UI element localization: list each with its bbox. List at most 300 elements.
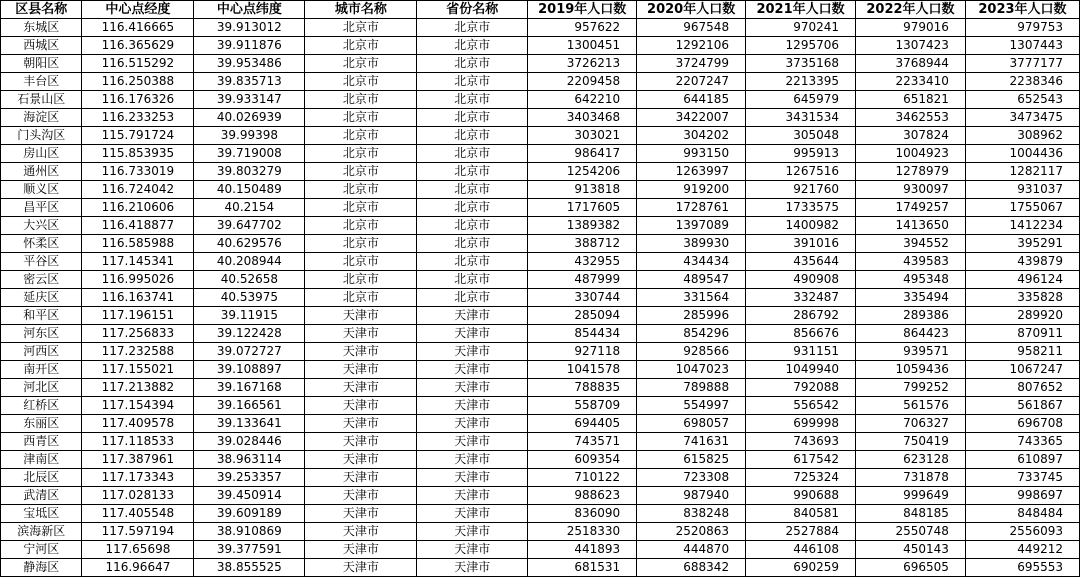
table-cell[interactable]: 3403468	[528, 109, 637, 127]
table-cell[interactable]: 988623	[528, 487, 637, 505]
table-cell[interactable]: 北京市	[417, 217, 528, 235]
table-cell[interactable]: 石景山区	[1, 91, 82, 109]
table-cell[interactable]: 39.609189	[194, 505, 305, 523]
table-cell[interactable]: 平谷区	[1, 253, 82, 271]
table-cell[interactable]: 928566	[637, 343, 746, 361]
table-cell[interactable]: 116.233253	[82, 109, 194, 127]
table-cell[interactable]: 695553	[965, 559, 1079, 577]
table-cell[interactable]: 979016	[856, 19, 966, 37]
table-cell[interactable]: 39.108897	[194, 361, 305, 379]
table-cell[interactable]: 1041578	[528, 361, 637, 379]
table-cell[interactable]: 1307443	[965, 37, 1079, 55]
table-cell[interactable]: 1389382	[528, 217, 637, 235]
table-cell[interactable]: 696708	[965, 415, 1079, 433]
table-cell[interactable]: 799252	[856, 379, 966, 397]
table-cell[interactable]: 天津市	[305, 343, 417, 361]
table-cell[interactable]: 北京市	[305, 217, 417, 235]
table-cell[interactable]: 939571	[856, 343, 966, 361]
table-cell[interactable]: 788835	[528, 379, 637, 397]
table-cell[interactable]: 117.232588	[82, 343, 194, 361]
table-cell[interactable]: 房山区	[1, 145, 82, 163]
table-cell[interactable]: 河北区	[1, 379, 82, 397]
table-cell[interactable]: 1278979	[856, 163, 966, 181]
table-cell[interactable]: 558709	[528, 397, 637, 415]
table-cell[interactable]: 1267516	[746, 163, 856, 181]
table-cell[interactable]: 40.026939	[194, 109, 305, 127]
column-header[interactable]: 中心点纬度	[194, 1, 305, 19]
table-cell[interactable]: 1047023	[637, 361, 746, 379]
table-cell[interactable]: 394552	[856, 235, 966, 253]
table-cell[interactable]: 116.585988	[82, 235, 194, 253]
table-cell[interactable]: 1004436	[965, 145, 1079, 163]
table-cell[interactable]: 3431534	[746, 109, 856, 127]
table-cell[interactable]: 天津市	[305, 307, 417, 325]
table-cell[interactable]: 3724799	[637, 55, 746, 73]
table-cell[interactable]: 北京市	[417, 109, 528, 127]
table-cell[interactable]: 116.515292	[82, 55, 194, 73]
table-cell[interactable]: 432955	[528, 253, 637, 271]
table-cell[interactable]: 昌平区	[1, 199, 82, 217]
table-cell[interactable]: 117.405548	[82, 505, 194, 523]
table-cell[interactable]: 河西区	[1, 343, 82, 361]
table-cell[interactable]: 38.855525	[194, 559, 305, 577]
table-cell[interactable]: 999649	[856, 487, 966, 505]
table-cell[interactable]: 南开区	[1, 361, 82, 379]
table-cell[interactable]: 天津市	[305, 361, 417, 379]
table-cell[interactable]: 天津市	[417, 523, 528, 541]
table-cell[interactable]: 285094	[528, 307, 637, 325]
table-cell[interactable]: 北京市	[417, 271, 528, 289]
table-cell[interactable]: 987940	[637, 487, 746, 505]
table-cell[interactable]: 北京市	[305, 163, 417, 181]
table-cell[interactable]: 北京市	[417, 163, 528, 181]
table-cell[interactable]: 743365	[965, 433, 1079, 451]
table-cell[interactable]: 931037	[965, 181, 1079, 199]
table-cell[interactable]: 西城区	[1, 37, 82, 55]
table-cell[interactable]: 617542	[746, 451, 856, 469]
table-cell[interactable]: 979753	[965, 19, 1079, 37]
column-header[interactable]: 中心点经度	[82, 1, 194, 19]
table-cell[interactable]: 116.995026	[82, 271, 194, 289]
table-cell[interactable]: 北京市	[417, 127, 528, 145]
table-cell[interactable]: 北京市	[417, 289, 528, 307]
table-cell[interactable]: 天津市	[417, 541, 528, 559]
table-cell[interactable]: 615825	[637, 451, 746, 469]
table-cell[interactable]: 970241	[746, 19, 856, 37]
table-cell[interactable]: 117.118533	[82, 433, 194, 451]
table-cell[interactable]: 439879	[965, 253, 1079, 271]
table-cell[interactable]: 1412234	[965, 217, 1079, 235]
table-cell[interactable]: 天津市	[417, 361, 528, 379]
column-header[interactable]: 2022年人口数	[856, 1, 966, 19]
table-cell[interactable]: 986417	[528, 145, 637, 163]
table-cell[interactable]: 门头沟区	[1, 127, 82, 145]
column-header[interactable]: 2021年人口数	[746, 1, 856, 19]
table-cell[interactable]: 北京市	[305, 235, 417, 253]
table-cell[interactable]: 1263997	[637, 163, 746, 181]
table-cell[interactable]: 1067247	[965, 361, 1079, 379]
table-cell[interactable]: 3768944	[856, 55, 966, 73]
table-cell[interactable]: 39.835713	[194, 73, 305, 91]
table-cell[interactable]: 北京市	[417, 19, 528, 37]
table-cell[interactable]: 116.733019	[82, 163, 194, 181]
table-cell[interactable]: 117.145341	[82, 253, 194, 271]
table-cell[interactable]: 39.803279	[194, 163, 305, 181]
table-cell[interactable]: 39.166561	[194, 397, 305, 415]
table-cell[interactable]: 北京市	[417, 181, 528, 199]
table-cell[interactable]: 725324	[746, 469, 856, 487]
table-cell[interactable]: 487999	[528, 271, 637, 289]
table-cell[interactable]: 489547	[637, 271, 746, 289]
table-cell[interactable]: 645979	[746, 91, 856, 109]
table-cell[interactable]: 北京市	[417, 55, 528, 73]
table-cell[interactable]: 北京市	[305, 145, 417, 163]
table-cell[interactable]: 446108	[746, 541, 856, 559]
table-cell[interactable]: 441893	[528, 541, 637, 559]
table-cell[interactable]: 密云区	[1, 271, 82, 289]
table-cell[interactable]: 117.173343	[82, 469, 194, 487]
table-cell[interactable]: 490908	[746, 271, 856, 289]
table-cell[interactable]: 大兴区	[1, 217, 82, 235]
table-cell[interactable]: 2213395	[746, 73, 856, 91]
table-cell[interactable]: 2520863	[637, 523, 746, 541]
table-cell[interactable]: 39.911876	[194, 37, 305, 55]
table-cell[interactable]: 116.176326	[82, 91, 194, 109]
table-cell[interactable]: 840581	[746, 505, 856, 523]
table-cell[interactable]: 307824	[856, 127, 966, 145]
table-cell[interactable]: 750419	[856, 433, 966, 451]
table-cell[interactable]: 东城区	[1, 19, 82, 37]
table-cell[interactable]: 1295706	[746, 37, 856, 55]
table-cell[interactable]: 红桥区	[1, 397, 82, 415]
table-cell[interactable]: 海淀区	[1, 109, 82, 127]
table-cell[interactable]: 444870	[637, 541, 746, 559]
table-cell[interactable]: 990688	[746, 487, 856, 505]
table-cell[interactable]: 天津市	[305, 505, 417, 523]
table-cell[interactable]: 40.53975	[194, 289, 305, 307]
table-cell[interactable]: 天津市	[305, 541, 417, 559]
table-cell[interactable]: 天津市	[417, 325, 528, 343]
table-cell[interactable]: 3777177	[965, 55, 1079, 73]
table-cell[interactable]: 690259	[746, 559, 856, 577]
table-cell[interactable]: 439583	[856, 253, 966, 271]
table-cell[interactable]: 723308	[637, 469, 746, 487]
table-cell[interactable]: 北京市	[417, 253, 528, 271]
table-cell[interactable]: 39.253357	[194, 469, 305, 487]
table-cell[interactable]: 913818	[528, 181, 637, 199]
table-cell[interactable]: 滨海新区	[1, 523, 82, 541]
table-cell[interactable]: 449212	[965, 541, 1079, 559]
table-cell[interactable]: 丰台区	[1, 73, 82, 91]
table-cell[interactable]: 北京市	[417, 199, 528, 217]
table-cell[interactable]: 864423	[856, 325, 966, 343]
table-cell[interactable]: 北京市	[305, 91, 417, 109]
table-cell[interactable]: 朝阳区	[1, 55, 82, 73]
table-cell[interactable]: 天津市	[305, 397, 417, 415]
table-cell[interactable]: 743693	[746, 433, 856, 451]
table-cell[interactable]: 848484	[965, 505, 1079, 523]
table-cell[interactable]: 995913	[746, 145, 856, 163]
table-cell[interactable]: 武清区	[1, 487, 82, 505]
table-cell[interactable]: 宁河区	[1, 541, 82, 559]
table-cell[interactable]: 561576	[856, 397, 966, 415]
table-cell[interactable]: 和平区	[1, 307, 82, 325]
table-cell[interactable]: 651821	[856, 91, 966, 109]
table-cell[interactable]: 北京市	[305, 109, 417, 127]
table-cell[interactable]: 2518330	[528, 523, 637, 541]
table-cell[interactable]: 681531	[528, 559, 637, 577]
table-cell[interactable]: 561867	[965, 397, 1079, 415]
table-cell[interactable]: 北京市	[417, 235, 528, 253]
table-cell[interactable]: 天津市	[417, 307, 528, 325]
table-cell[interactable]: 330744	[528, 289, 637, 307]
table-cell[interactable]: 3726213	[528, 55, 637, 73]
table-cell[interactable]: 117.213882	[82, 379, 194, 397]
table-cell[interactable]: 39.122428	[194, 325, 305, 343]
table-cell[interactable]: 北京市	[305, 73, 417, 91]
table-cell[interactable]: 38.910869	[194, 523, 305, 541]
table-cell[interactable]: 696505	[856, 559, 966, 577]
table-cell[interactable]: 北京市	[305, 37, 417, 55]
table-cell[interactable]: 3473475	[965, 109, 1079, 127]
table-cell[interactable]: 967548	[637, 19, 746, 37]
table-cell[interactable]: 792088	[746, 379, 856, 397]
table-cell[interactable]: 930097	[856, 181, 966, 199]
table-cell[interactable]: 天津市	[417, 433, 528, 451]
table-cell[interactable]: 308962	[965, 127, 1079, 145]
table-cell[interactable]: 1300451	[528, 37, 637, 55]
table-cell[interactable]: 39.377591	[194, 541, 305, 559]
table-cell[interactable]: 1059436	[856, 361, 966, 379]
table-cell[interactable]: 40.52658	[194, 271, 305, 289]
table-cell[interactable]: 天津市	[305, 559, 417, 577]
table-cell[interactable]: 332487	[746, 289, 856, 307]
table-cell[interactable]: 115.853935	[82, 145, 194, 163]
table-cell[interactable]: 通州区	[1, 163, 82, 181]
table-cell[interactable]: 河东区	[1, 325, 82, 343]
table-cell[interactable]: 305048	[746, 127, 856, 145]
table-cell[interactable]: 838248	[637, 505, 746, 523]
column-header[interactable]: 2023年人口数	[965, 1, 1079, 19]
table-cell[interactable]: 1749257	[856, 199, 966, 217]
table-cell[interactable]: 733745	[965, 469, 1079, 487]
table-cell[interactable]: 北京市	[417, 73, 528, 91]
table-cell[interactable]: 2556093	[965, 523, 1079, 541]
column-header[interactable]: 省份名称	[417, 1, 528, 19]
table-cell[interactable]: 39.933147	[194, 91, 305, 109]
table-cell[interactable]: 609354	[528, 451, 637, 469]
table-cell[interactable]: 450143	[856, 541, 966, 559]
table-cell[interactable]: 304202	[637, 127, 746, 145]
table-cell[interactable]: 北辰区	[1, 469, 82, 487]
table-cell[interactable]: 39.913012	[194, 19, 305, 37]
table-cell[interactable]: 天津市	[305, 451, 417, 469]
table-cell[interactable]: 117.196151	[82, 307, 194, 325]
column-header[interactable]: 城市名称	[305, 1, 417, 19]
table-cell[interactable]: 天津市	[305, 433, 417, 451]
table-cell[interactable]: 623128	[856, 451, 966, 469]
table-cell[interactable]: 116.96647	[82, 559, 194, 577]
table-cell[interactable]: 2233410	[856, 73, 966, 91]
table-cell[interactable]: 117.256833	[82, 325, 194, 343]
table-cell[interactable]: 北京市	[305, 127, 417, 145]
table-cell[interactable]: 115.791724	[82, 127, 194, 145]
table-cell[interactable]: 天津市	[417, 451, 528, 469]
table-cell[interactable]: 2207247	[637, 73, 746, 91]
table-cell[interactable]: 天津市	[305, 487, 417, 505]
table-cell[interactable]: 435644	[746, 253, 856, 271]
table-cell[interactable]: 285996	[637, 307, 746, 325]
table-cell[interactable]: 1049940	[746, 361, 856, 379]
table-cell[interactable]: 西青区	[1, 433, 82, 451]
table-cell[interactable]: 116.250388	[82, 73, 194, 91]
table-cell[interactable]: 40.2154	[194, 199, 305, 217]
table-cell[interactable]: 921760	[746, 181, 856, 199]
table-cell[interactable]: 303021	[528, 127, 637, 145]
table-cell[interactable]: 39.719008	[194, 145, 305, 163]
table-cell[interactable]: 116.365629	[82, 37, 194, 55]
table-cell[interactable]: 39.11915	[194, 307, 305, 325]
table-cell[interactable]: 495348	[856, 271, 966, 289]
table-cell[interactable]: 741631	[637, 433, 746, 451]
table-cell[interactable]: 388712	[528, 235, 637, 253]
column-header[interactable]: 2019年人口数	[528, 1, 637, 19]
table-cell[interactable]: 931151	[746, 343, 856, 361]
table-cell[interactable]: 津南区	[1, 451, 82, 469]
table-cell[interactable]: 1397089	[637, 217, 746, 235]
table-cell[interactable]: 652543	[965, 91, 1079, 109]
table-cell[interactable]: 北京市	[417, 37, 528, 55]
table-cell[interactable]: 554997	[637, 397, 746, 415]
table-cell[interactable]: 1004923	[856, 145, 966, 163]
table-cell[interactable]: 宝坻区	[1, 505, 82, 523]
table-cell[interactable]: 1254206	[528, 163, 637, 181]
table-cell[interactable]: 2238346	[965, 73, 1079, 91]
table-cell[interactable]: 998697	[965, 487, 1079, 505]
table-cell[interactable]: 40.150489	[194, 181, 305, 199]
table-cell[interactable]: 39.133641	[194, 415, 305, 433]
table-cell[interactable]: 395291	[965, 235, 1079, 253]
table-cell[interactable]: 789888	[637, 379, 746, 397]
table-cell[interactable]: 39.028446	[194, 433, 305, 451]
table-cell[interactable]: 1717605	[528, 199, 637, 217]
table-cell[interactable]: 39.450914	[194, 487, 305, 505]
table-cell[interactable]: 496124	[965, 271, 1079, 289]
table-cell[interactable]: 北京市	[305, 253, 417, 271]
table-cell[interactable]: 117.155021	[82, 361, 194, 379]
table-cell[interactable]: 天津市	[305, 523, 417, 541]
table-cell[interactable]: 2209458	[528, 73, 637, 91]
table-cell[interactable]: 116.418877	[82, 217, 194, 235]
table-cell[interactable]: 927118	[528, 343, 637, 361]
table-cell[interactable]: 116.724042	[82, 181, 194, 199]
table-cell[interactable]: 天津市	[417, 415, 528, 433]
table-cell[interactable]: 919200	[637, 181, 746, 199]
table-cell[interactable]: 848185	[856, 505, 966, 523]
table-cell[interactable]: 117.387961	[82, 451, 194, 469]
table-cell[interactable]: 286792	[746, 307, 856, 325]
table-cell[interactable]: 117.65698	[82, 541, 194, 559]
table-cell[interactable]: 天津市	[305, 325, 417, 343]
table-cell[interactable]: 958211	[965, 343, 1079, 361]
table-cell[interactable]: 117.028133	[82, 487, 194, 505]
table-cell[interactable]: 顺义区	[1, 181, 82, 199]
table-cell[interactable]: 40.629576	[194, 235, 305, 253]
table-cell[interactable]: 北京市	[417, 145, 528, 163]
table-cell[interactable]: 610897	[965, 451, 1079, 469]
table-cell[interactable]: 642210	[528, 91, 637, 109]
table-cell[interactable]: 389930	[637, 235, 746, 253]
table-cell[interactable]: 北京市	[417, 91, 528, 109]
table-cell[interactable]: 1307423	[856, 37, 966, 55]
table-cell[interactable]: 天津市	[305, 379, 417, 397]
table-cell[interactable]: 1400982	[746, 217, 856, 235]
table-cell[interactable]: 993150	[637, 145, 746, 163]
table-cell[interactable]: 延庆区	[1, 289, 82, 307]
table-cell[interactable]: 北京市	[305, 19, 417, 37]
table-cell[interactable]: 东丽区	[1, 415, 82, 433]
table-cell[interactable]: 556542	[746, 397, 856, 415]
column-header[interactable]: 区县名称	[1, 1, 82, 19]
table-cell[interactable]: 1292106	[637, 37, 746, 55]
table-cell[interactable]: 天津市	[417, 343, 528, 361]
table-cell[interactable]: 1733575	[746, 199, 856, 217]
table-cell[interactable]: 856676	[746, 325, 856, 343]
table-cell[interactable]: 117.409578	[82, 415, 194, 433]
table-cell[interactable]: 天津市	[305, 469, 417, 487]
table-cell[interactable]: 3422007	[637, 109, 746, 127]
table-cell[interactable]: 854296	[637, 325, 746, 343]
table-cell[interactable]: 1755067	[965, 199, 1079, 217]
table-cell[interactable]: 1282117	[965, 163, 1079, 181]
table-cell[interactable]: 117.597194	[82, 523, 194, 541]
table-cell[interactable]: 710122	[528, 469, 637, 487]
table-cell[interactable]: 天津市	[417, 487, 528, 505]
table-cell[interactable]: 38.963114	[194, 451, 305, 469]
table-cell[interactable]: 116.416665	[82, 19, 194, 37]
table-cell[interactable]: 289920	[965, 307, 1079, 325]
table-cell[interactable]: 39.647702	[194, 217, 305, 235]
table-cell[interactable]: 116.163741	[82, 289, 194, 307]
table-cell[interactable]: 644185	[637, 91, 746, 109]
table-cell[interactable]: 688342	[637, 559, 746, 577]
table-cell[interactable]: 3462553	[856, 109, 966, 127]
table-cell[interactable]: 39.167168	[194, 379, 305, 397]
table-cell[interactable]: 434434	[637, 253, 746, 271]
table-cell[interactable]: 39.953486	[194, 55, 305, 73]
table-cell[interactable]: 3735168	[746, 55, 856, 73]
table-cell[interactable]: 331564	[637, 289, 746, 307]
table-cell[interactable]: 2550748	[856, 523, 966, 541]
table-cell[interactable]: 静海区	[1, 559, 82, 577]
table-cell[interactable]: 335494	[856, 289, 966, 307]
table-cell[interactable]: 2527884	[746, 523, 856, 541]
table-cell[interactable]: 天津市	[417, 379, 528, 397]
table-cell[interactable]: 北京市	[305, 55, 417, 73]
table-cell[interactable]: 807652	[965, 379, 1079, 397]
table-cell[interactable]: 天津市	[417, 397, 528, 415]
table-cell[interactable]: 117.154394	[82, 397, 194, 415]
table-cell[interactable]: 743571	[528, 433, 637, 451]
table-cell[interactable]: 39.99398	[194, 127, 305, 145]
table-cell[interactable]: 北京市	[305, 289, 417, 307]
table-cell[interactable]: 854434	[528, 325, 637, 343]
table-cell[interactable]: 40.208944	[194, 253, 305, 271]
table-cell[interactable]: 335828	[965, 289, 1079, 307]
table-cell[interactable]: 天津市	[417, 505, 528, 523]
table-cell[interactable]: 39.072727	[194, 343, 305, 361]
table-cell[interactable]: 698057	[637, 415, 746, 433]
